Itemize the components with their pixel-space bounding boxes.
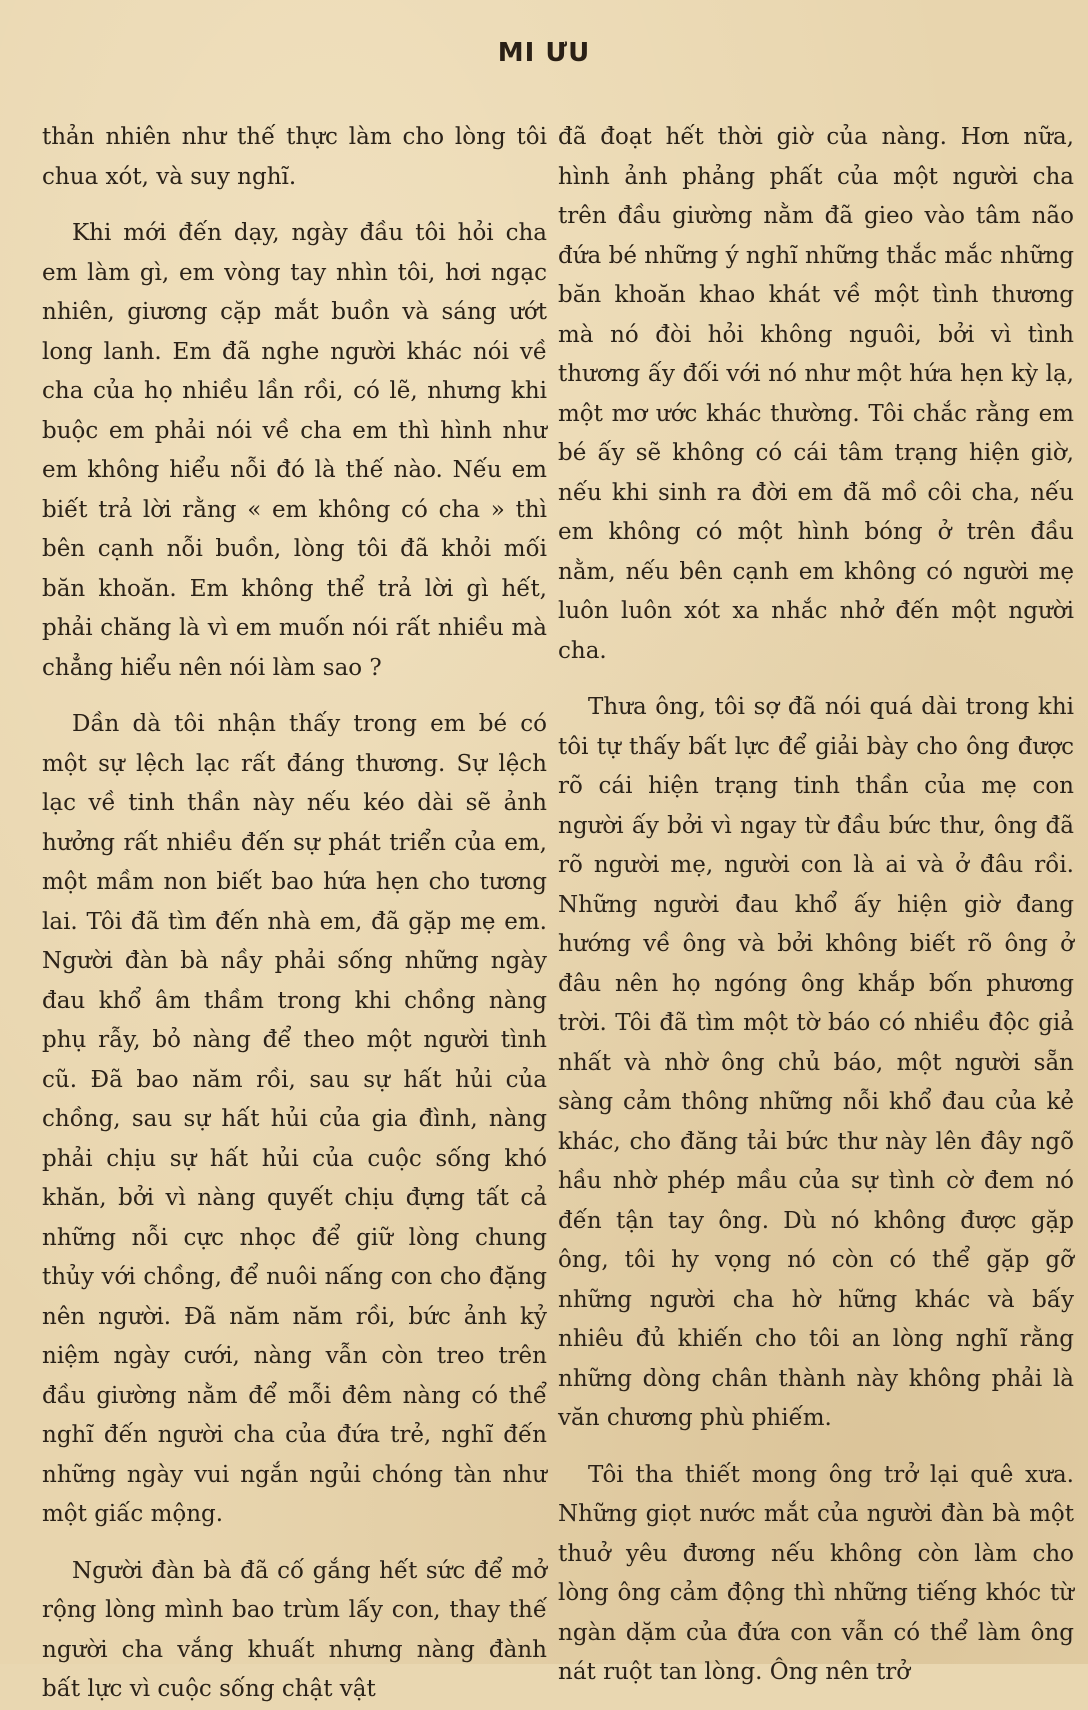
paragraph: thản nhiên như thế thực làm cho lòng tôi chua xót, và suy nghĩ. bbox=[42, 124, 547, 190]
paragraph: Người đàn bà đã cố gắng hết sức để mở rộng lòng mình bao trùm lấy con, thay thế người cha vắng khuất nhưng nàng đành bất lực vì cuộc sống chật vật bbox=[42, 1557, 547, 1702]
paragraph: Tôi tha thiết mong ông trở lại quê xưa. Những giọt nước mắt của người đàn bà một thuở yêu đương nếu không còn làm cho lòng ông cảm động thì những tiếng khóc từ ngàn dặm của đứa con vẫn có thể làm ông nát ruột tan lòng. Ông nên trở bbox=[558, 1461, 1074, 1685]
left-column bbox=[42, 118, 547, 1702]
paragraph: đã đoạt hết thời giờ của nàng. Hơn nữa, hình ảnh phảng phất của một người cha trên đầu giường nằm đã gieo vào tâm não đứa bé những ý nghĩ những thắc mắc những băn khoăn khao khát về một tình thương mà nó đòi hỏi không nguôi, bởi vì tình thương ấy đối với nó như một hứa hẹn kỳ lạ, một mơ ước khác thường. Tôi chắc rằng em bé ấy sẽ không có cái tâm trạng hiện giờ, nếu khi sinh ra đời em đã mồ côi cha, nếu em không có một hình bóng ở trên đầu nằm, nếu bên cạnh em không có người mẹ luôn luôn xót xa nhắc nhở đến một người cha. bbox=[558, 124, 1074, 664]
right-column bbox=[558, 118, 1074, 1685]
paragraph: Khi mới đến dạy, ngày đầu tôi hỏi cha em làm gì, em vòng tay nhìn tôi, hơi ngạc nhiên, giương cặp mắt buồn và sáng ướt long lanh. Em đã nghe người khác nói về cha của họ nhiều lần rồi, có lẽ, nhưng khi buộc em phải nói về cha em thì hình như em không hiểu nỗi đó là thế nào. Nếu em biết trả lời rằng « em không có cha » thì bên cạnh nỗi buồn, lòng tôi đã khỏi mối băn khoăn. Em không thể trả lời gì hết, phải chăng là vì em muốn nói rất nhiều mà chẳng hiểu nên nói làm sao ? bbox=[42, 220, 547, 681]
column-divider bbox=[530, 118, 531, 1638]
running-header: MI ƯU bbox=[497, 38, 591, 68]
paragraph: Thưa ông, tôi sợ đã nói quá dài trong khi tôi tự thấy bất lực để giải bày cho ông được rõ cái hiện trạng tinh thần của mẹ con người ấy bởi vì ngay từ đầu bức thư, ông đã rõ người mẹ, người con là ai và ở đâu rồi. Những người đau khổ ấy hiện giờ đang hướng về ông và bởi không biết rõ ông ở đâu nên họ ngóng ông khắp bốn phương trời. Tôi đã tìm một tờ báo có nhiều độc giả nhất và nhờ ông chủ báo, một người sẵn sàng cảm thông những nỗi khổ đau của kẻ khác, cho đăng tải bức thư này lên đây ngõ hầu nhờ phép mầu của sự tình cờ đem nó đến tận tay ông. Dù nó không được gặp ông, tôi hy vọng nó còn có thể gặp gỡ những người cha hờ hững khác và bấy nhiêu đủ khiến cho tôi an lòng nghĩ rằng những dòng chân thành này không phải là văn chương phù phiếm. bbox=[558, 694, 1074, 1431]
paragraph: Dần dà tôi nhận thấy trong em bé có một sự lệch lạc rất đáng thương. Sự lệch lạc về tinh thần này nếu kéo dài sẽ ảnh hưởng rất nhiều đến sự phát triển của em, một mầm non biết bao hứa hẹn cho tương lai. Tôi đã tìm đến nhà em, đã gặp mẹ em. Người đàn bà nầy phải sống những ngày đau khổ âm thầm trong khi chồng nàng phụ rẫy, bỏ nàng để theo một người tình cũ. Đã bao năm rồi, sau sự hất hủi của chồng, sau sự hất hủi của gia đình, nàng phải chịu sự hất hủi của cuộc sống khó khăn, bởi vì nàng quyết chịu đựng tất cả những nỗi cực nhọc để giữ lòng chung thủy với chồng, để nuôi nấng con cho đặng nên người. Đã năm năm rồi, bức ảnh kỷ niệm ngày cưới, nàng vẫn còn treo trên đầu giường nằm để mỗi đêm nàng có thể nghĩ đến người cha của đứa trẻ, nghĩ đến những ngày vui ngắn ngủi chóng tàn như một giấc mộng. bbox=[42, 711, 547, 1527]
